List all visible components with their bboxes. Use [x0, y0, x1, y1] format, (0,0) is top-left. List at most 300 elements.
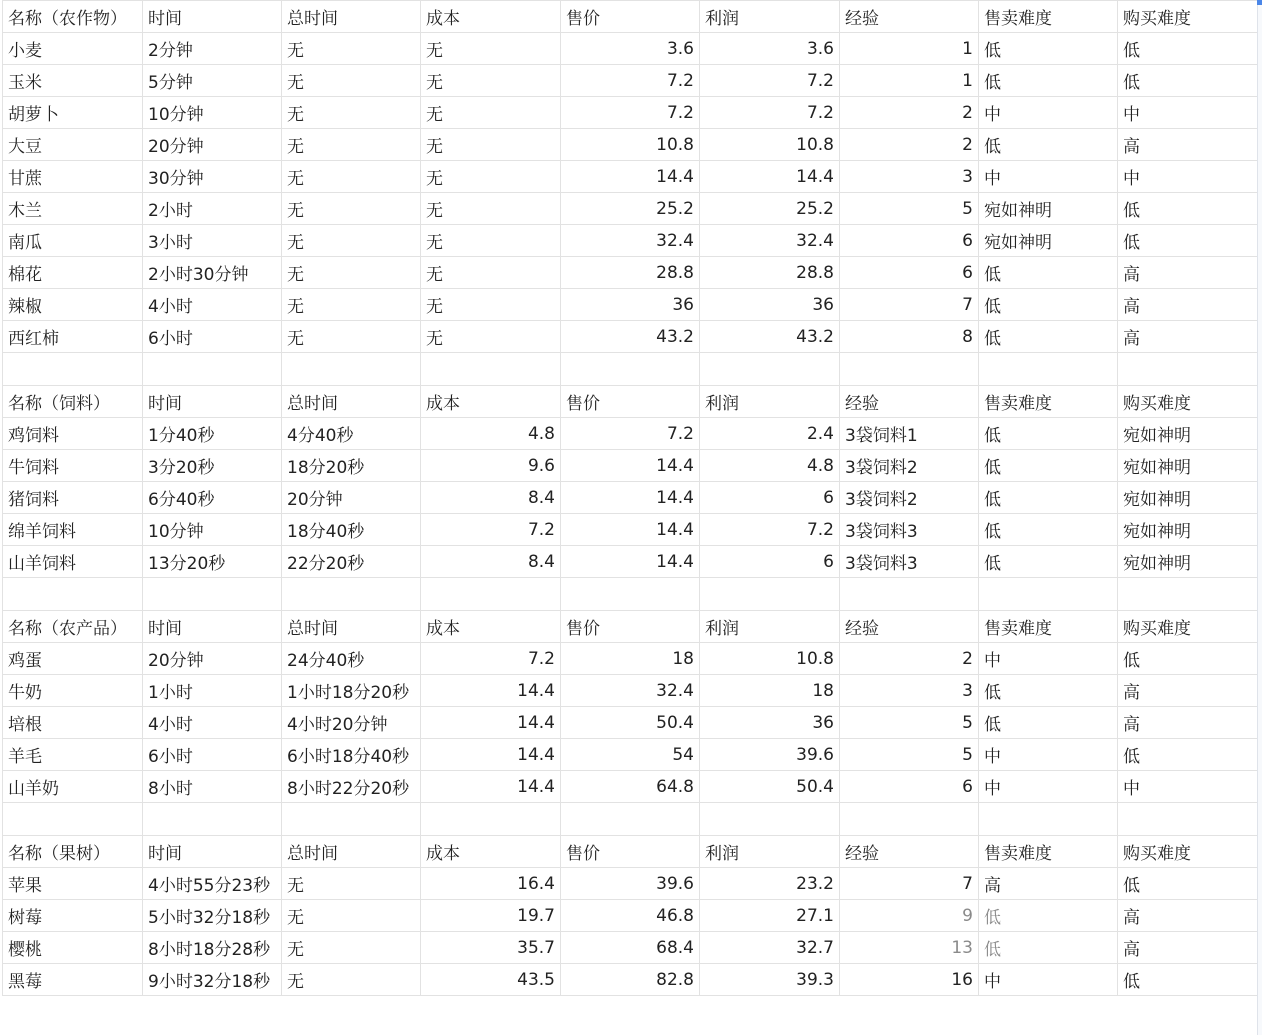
table-cell[interactable]: 50.4 — [561, 707, 700, 739]
table-cell[interactable]: 39.3 — [700, 964, 840, 996]
header-cell[interactable]: 售卖难度 — [979, 386, 1118, 418]
empty-cell[interactable] — [979, 353, 1118, 386]
header-cell[interactable]: 购买难度 — [1118, 386, 1258, 418]
table-cell[interactable]: 20分钟 — [143, 129, 282, 161]
table-cell[interactable]: 甘蔗 — [3, 161, 143, 193]
empty-cell[interactable] — [979, 803, 1118, 836]
empty-cell[interactable] — [282, 803, 421, 836]
empty-cell[interactable] — [3, 803, 143, 836]
table-cell[interactable]: 4分40秒 — [282, 418, 421, 450]
empty-cell[interactable] — [3, 353, 143, 386]
table-cell[interactable]: 6小时18分40秒 — [282, 739, 421, 771]
table-cell[interactable]: 3 — [840, 675, 979, 707]
table-cell[interactable]: 无 — [282, 65, 421, 97]
table-cell[interactable]: 3分20秒 — [143, 450, 282, 482]
empty-cell[interactable] — [840, 353, 979, 386]
table-cell[interactable]: 68.4 — [561, 932, 700, 964]
table-cell[interactable]: 无 — [282, 289, 421, 321]
table-cell[interactable]: 黑莓 — [3, 964, 143, 996]
table-cell[interactable]: 9.6 — [421, 450, 561, 482]
empty-cell[interactable] — [143, 353, 282, 386]
table-cell[interactable]: 低 — [979, 932, 1118, 964]
table-row — [3, 675, 1258, 707]
table-cell[interactable]: 4.8 — [700, 450, 840, 482]
table-cell[interactable]: 绵羊饲料 — [3, 514, 143, 546]
table-cell[interactable]: 宛如神明 — [1118, 482, 1258, 514]
header-cell[interactable]: 成本 — [421, 386, 561, 418]
table-row — [3, 707, 1258, 739]
empty-cell[interactable] — [1118, 353, 1258, 386]
empty-cell[interactable] — [700, 353, 840, 386]
table-row — [3, 482, 1258, 514]
table-cell[interactable]: 无 — [282, 193, 421, 225]
table-cell[interactable]: 中 — [979, 97, 1118, 129]
table-cell[interactable]: 24分40秒 — [282, 643, 421, 675]
table-cell[interactable]: 2分钟 — [143, 33, 282, 65]
empty-cell[interactable] — [282, 578, 421, 611]
table-cell[interactable]: 中 — [979, 643, 1118, 675]
table-cell[interactable]: 低 — [979, 707, 1118, 739]
table-cell[interactable]: 14.4 — [561, 161, 700, 193]
table-cell[interactable]: 27.1 — [700, 900, 840, 932]
table-cell[interactable]: 2 — [840, 643, 979, 675]
table-cell[interactable]: 14.4 — [421, 771, 561, 803]
table-cell[interactable]: 23.2 — [700, 868, 840, 900]
table-row — [3, 932, 1258, 964]
table-cell[interactable]: 无 — [421, 97, 561, 129]
table-cell[interactable]: 16.4 — [421, 868, 561, 900]
table-cell[interactable]: 16 — [840, 964, 979, 996]
table-cell[interactable]: 无 — [421, 257, 561, 289]
table-row — [3, 450, 1258, 482]
empty-cell[interactable] — [700, 578, 840, 611]
table-cell[interactable]: 7.2 — [421, 514, 561, 546]
header-cell[interactable]: 成本 — [421, 836, 561, 868]
table-cell[interactable]: 35.7 — [421, 932, 561, 964]
header-cell[interactable]: 经验 — [840, 611, 979, 643]
table-cell[interactable]: 32.4 — [561, 675, 700, 707]
table-row — [3, 225, 1258, 257]
table-cell[interactable]: 无 — [282, 900, 421, 932]
table-cell[interactable]: 羊毛 — [3, 739, 143, 771]
table-cell[interactable]: 2 — [840, 97, 979, 129]
header-cell[interactable]: 名称（农作物） — [3, 1, 143, 33]
empty-row — [3, 353, 1258, 386]
table-cell[interactable]: 32.7 — [700, 932, 840, 964]
table-cell[interactable]: 低 — [979, 482, 1118, 514]
table-cell[interactable]: 无 — [282, 161, 421, 193]
table-cell[interactable]: 无 — [282, 129, 421, 161]
table-cell[interactable]: 高 — [1118, 675, 1258, 707]
table-cell[interactable]: 64.8 — [561, 771, 700, 803]
table-cell[interactable]: 无 — [421, 161, 561, 193]
header-cell[interactable]: 时间 — [143, 611, 282, 643]
table-row — [3, 514, 1258, 546]
table-cell[interactable]: 低 — [979, 675, 1118, 707]
table-cell[interactable]: 山羊奶 — [3, 771, 143, 803]
table-cell[interactable]: 14.4 — [561, 514, 700, 546]
table-cell[interactable]: 32.4 — [700, 225, 840, 257]
table-cell[interactable]: 28.8 — [561, 257, 700, 289]
table-cell[interactable]: 43.2 — [561, 321, 700, 353]
header-cell[interactable]: 时间 — [143, 1, 282, 33]
table-cell[interactable]: 玉米 — [3, 65, 143, 97]
table-cell[interactable]: 高 — [1118, 257, 1258, 289]
table-cell[interactable]: 低 — [979, 65, 1118, 97]
header-cell[interactable]: 购买难度 — [1118, 1, 1258, 33]
table-cell[interactable]: 低 — [979, 450, 1118, 482]
table-cell[interactable]: 6 — [840, 225, 979, 257]
table-cell[interactable]: 14.4 — [561, 450, 700, 482]
table-cell[interactable]: 无 — [282, 868, 421, 900]
empty-cell[interactable] — [700, 803, 840, 836]
table-cell[interactable]: 低 — [979, 257, 1118, 289]
header-cell[interactable]: 利润 — [700, 836, 840, 868]
header-cell[interactable]: 售卖难度 — [979, 1, 1118, 33]
table-cell[interactable]: 4.8 — [421, 418, 561, 450]
table-cell[interactable]: 2小时30分钟 — [143, 257, 282, 289]
table-cell[interactable]: 3.6 — [561, 33, 700, 65]
table-row — [3, 643, 1258, 675]
table-cell[interactable]: 36 — [700, 289, 840, 321]
empty-cell[interactable] — [840, 803, 979, 836]
table-cell[interactable]: 宛如神明 — [979, 225, 1118, 257]
table-cell[interactable]: 无 — [421, 321, 561, 353]
table-cell[interactable]: 10分钟 — [143, 97, 282, 129]
table-cell[interactable]: 苹果 — [3, 868, 143, 900]
table-cell[interactable]: 19.7 — [421, 900, 561, 932]
table-cell[interactable]: 7.2 — [561, 65, 700, 97]
table-cell[interactable]: 1 — [840, 65, 979, 97]
header-cell[interactable]: 售卖难度 — [979, 836, 1118, 868]
table-cell[interactable]: 5小时32分18秒 — [143, 900, 282, 932]
table-cell[interactable]: 牛饲料 — [3, 450, 143, 482]
table-cell[interactable]: 32.4 — [561, 225, 700, 257]
table-cell[interactable]: 7.2 — [421, 643, 561, 675]
table-cell[interactable]: 4小时55分23秒 — [143, 868, 282, 900]
table-cell[interactable]: 4小时 — [143, 707, 282, 739]
table-cell[interactable]: 中 — [979, 161, 1118, 193]
empty-cell[interactable] — [1118, 578, 1258, 611]
table-cell[interactable]: 高 — [1118, 321, 1258, 353]
table-cell[interactable]: 2.4 — [700, 418, 840, 450]
table-cell[interactable]: 14.4 — [421, 675, 561, 707]
table-cell[interactable]: 低 — [1118, 193, 1258, 225]
table-cell[interactable]: 宛如神明 — [1118, 418, 1258, 450]
table-cell[interactable]: 鸡蛋 — [3, 643, 143, 675]
header-cell[interactable]: 售价 — [561, 1, 700, 33]
table-cell[interactable]: 樱桃 — [3, 932, 143, 964]
table-cell[interactable]: 1 — [840, 33, 979, 65]
table-cell[interactable]: 山羊饲料 — [3, 546, 143, 578]
section-header-row — [3, 386, 1258, 418]
empty-cell[interactable] — [282, 353, 421, 386]
header-cell[interactable]: 经验 — [840, 836, 979, 868]
section-header-row — [3, 611, 1258, 643]
table-row — [3, 900, 1258, 932]
header-cell[interactable]: 成本 — [421, 611, 561, 643]
table-cell[interactable]: 18分20秒 — [282, 450, 421, 482]
table-row — [3, 97, 1258, 129]
table-cell[interactable]: 6小时 — [143, 321, 282, 353]
table-cell[interactable]: 18 — [700, 675, 840, 707]
table-cell[interactable]: 3袋饲料1 — [840, 418, 979, 450]
table-cell[interactable]: 小麦 — [3, 33, 143, 65]
table-cell[interactable]: 6 — [840, 257, 979, 289]
table-cell[interactable]: 1分40秒 — [143, 418, 282, 450]
table-cell[interactable]: 22分20秒 — [282, 546, 421, 578]
table-cell[interactable]: 低 — [979, 33, 1118, 65]
table-cell[interactable]: 8 — [840, 321, 979, 353]
table-cell[interactable]: 无 — [421, 33, 561, 65]
table-cell[interactable]: 8小时22分20秒 — [282, 771, 421, 803]
table-cell[interactable]: 高 — [1118, 129, 1258, 161]
table-cell[interactable]: 13 — [840, 932, 979, 964]
table-cell[interactable]: 低 — [1118, 964, 1258, 996]
table-cell[interactable]: 大豆 — [3, 129, 143, 161]
table-cell[interactable]: 14.4 — [700, 161, 840, 193]
header-cell[interactable]: 成本 — [421, 1, 561, 33]
table-cell[interactable]: 宛如神明 — [979, 193, 1118, 225]
table-cell[interactable]: 低 — [979, 514, 1118, 546]
table-cell[interactable]: 20分钟 — [282, 482, 421, 514]
table-cell[interactable]: 无 — [282, 33, 421, 65]
header-cell[interactable]: 利润 — [700, 1, 840, 33]
table-cell[interactable]: 无 — [421, 289, 561, 321]
table-cell[interactable]: 辣椒 — [3, 289, 143, 321]
table-cell[interactable]: 43.2 — [700, 321, 840, 353]
table-cell[interactable]: 36 — [561, 289, 700, 321]
table-cell[interactable]: 高 — [1118, 707, 1258, 739]
table-cell[interactable]: 宛如神明 — [1118, 450, 1258, 482]
table-cell[interactable]: 无 — [282, 225, 421, 257]
table-cell[interactable]: 18 — [561, 643, 700, 675]
table-cell[interactable]: 50.4 — [700, 771, 840, 803]
header-cell[interactable]: 利润 — [700, 386, 840, 418]
table-cell[interactable]: 3.6 — [700, 33, 840, 65]
table-cell[interactable]: 8.4 — [421, 546, 561, 578]
table-cell[interactable]: 低 — [979, 321, 1118, 353]
table-cell[interactable]: 无 — [282, 97, 421, 129]
table-cell[interactable]: 中 — [1118, 97, 1258, 129]
table-cell[interactable]: 8小时 — [143, 771, 282, 803]
table-row — [3, 739, 1258, 771]
header-cell[interactable]: 总时间 — [282, 1, 421, 33]
table-row — [3, 771, 1258, 803]
table-cell[interactable]: 3袋饲料3 — [840, 546, 979, 578]
table-cell[interactable]: 低 — [1118, 868, 1258, 900]
table-cell[interactable]: 14.4 — [421, 739, 561, 771]
table-cell[interactable]: 无 — [421, 129, 561, 161]
table-cell[interactable]: 10.8 — [700, 643, 840, 675]
table-cell[interactable]: 胡萝卜 — [3, 97, 143, 129]
header-cell[interactable]: 购买难度 — [1118, 611, 1258, 643]
table-cell[interactable]: 10.8 — [700, 129, 840, 161]
table-cell[interactable]: 猪饲料 — [3, 482, 143, 514]
table-cell[interactable]: 树莓 — [3, 900, 143, 932]
table-cell[interactable]: 无 — [421, 193, 561, 225]
table-cell[interactable]: 7.2 — [561, 97, 700, 129]
table-cell[interactable]: 4小时20分钟 — [282, 707, 421, 739]
table-cell[interactable]: 7.2 — [700, 514, 840, 546]
header-cell[interactable]: 利润 — [700, 611, 840, 643]
table-cell[interactable]: 3小时 — [143, 225, 282, 257]
empty-cell[interactable] — [561, 578, 700, 611]
table-cell[interactable]: 25.2 — [561, 193, 700, 225]
table-cell[interactable]: 6分40秒 — [143, 482, 282, 514]
table-cell[interactable]: 牛奶 — [3, 675, 143, 707]
header-cell[interactable]: 售价 — [561, 386, 700, 418]
table-cell[interactable]: 中 — [1118, 771, 1258, 803]
table-cell[interactable]: 9 — [840, 900, 979, 932]
table-cell[interactable]: 13分20秒 — [143, 546, 282, 578]
table-cell[interactable]: 低 — [979, 289, 1118, 321]
table-cell[interactable]: 宛如神明 — [1118, 514, 1258, 546]
table-cell[interactable]: 6 — [700, 546, 840, 578]
table-cell[interactable]: 8小时18分28秒 — [143, 932, 282, 964]
table-row — [3, 321, 1258, 353]
table-cell[interactable]: 82.8 — [561, 964, 700, 996]
table-cell[interactable]: 36 — [700, 707, 840, 739]
header-cell[interactable]: 时间 — [143, 836, 282, 868]
table-cell[interactable]: 中 — [979, 771, 1118, 803]
table-cell[interactable]: 5 — [840, 193, 979, 225]
data-table — [2, 0, 1258, 996]
table-cell[interactable]: 6小时 — [143, 739, 282, 771]
table-cell[interactable]: 10分钟 — [143, 514, 282, 546]
table-cell[interactable]: 棉花 — [3, 257, 143, 289]
table-cell[interactable]: 7 — [840, 868, 979, 900]
table-cell[interactable]: 鸡饲料 — [3, 418, 143, 450]
table-cell[interactable]: 3 — [840, 161, 979, 193]
table-cell[interactable]: 木兰 — [3, 193, 143, 225]
table-cell[interactable]: 39.6 — [700, 739, 840, 771]
table-cell[interactable]: 43.5 — [421, 964, 561, 996]
empty-cell[interactable] — [421, 353, 561, 386]
table-cell[interactable]: 25.2 — [700, 193, 840, 225]
header-cell[interactable]: 售价 — [561, 836, 700, 868]
header-cell[interactable]: 总时间 — [282, 611, 421, 643]
table-cell[interactable]: 5分钟 — [143, 65, 282, 97]
table-cell[interactable]: 低 — [979, 129, 1118, 161]
table-cell[interactable]: 无 — [282, 932, 421, 964]
empty-cell[interactable] — [979, 578, 1118, 611]
table-cell[interactable]: 低 — [1118, 225, 1258, 257]
table-cell[interactable]: 39.6 — [561, 868, 700, 900]
table-cell[interactable]: 中 — [1118, 161, 1258, 193]
header-cell[interactable]: 购买难度 — [1118, 836, 1258, 868]
table-cell[interactable]: 无 — [282, 964, 421, 996]
table-cell[interactable]: 宛如神明 — [1118, 546, 1258, 578]
empty-cell[interactable] — [421, 803, 561, 836]
table-cell[interactable]: 28.8 — [700, 257, 840, 289]
table-cell[interactable]: 14.4 — [561, 546, 700, 578]
empty-cell[interactable] — [143, 578, 282, 611]
table-row — [3, 289, 1258, 321]
table-cell[interactable]: 1小时 — [143, 675, 282, 707]
table-cell[interactable]: 54 — [561, 739, 700, 771]
header-cell[interactable]: 售卖难度 — [979, 611, 1118, 643]
header-cell[interactable]: 总时间 — [282, 836, 421, 868]
header-cell[interactable]: 名称（果树） — [3, 836, 143, 868]
table-cell[interactable]: 7.2 — [700, 97, 840, 129]
empty-cell[interactable] — [421, 578, 561, 611]
empty-cell[interactable] — [561, 353, 700, 386]
table-cell[interactable]: 6 — [700, 482, 840, 514]
table-cell[interactable]: 20分钟 — [143, 643, 282, 675]
table-cell[interactable]: 低 — [1118, 65, 1258, 97]
table-cell[interactable]: 7.2 — [700, 65, 840, 97]
header-cell[interactable]: 售价 — [561, 611, 700, 643]
table-cell[interactable]: 14.4 — [561, 482, 700, 514]
table-cell[interactable]: 无 — [282, 257, 421, 289]
table-cell[interactable]: 10.8 — [561, 129, 700, 161]
empty-row — [3, 578, 1258, 611]
table-cell[interactable]: 4小时 — [143, 289, 282, 321]
table-cell[interactable]: 3袋饲料2 — [840, 482, 979, 514]
header-cell[interactable]: 总时间 — [282, 386, 421, 418]
table-cell[interactable]: 中 — [979, 964, 1118, 996]
table-cell[interactable]: 30分钟 — [143, 161, 282, 193]
table-cell[interactable]: 西红柿 — [3, 321, 143, 353]
table-cell[interactable]: 低 — [979, 900, 1118, 932]
table-cell[interactable]: 无 — [421, 65, 561, 97]
table-cell[interactable]: 9小时32分18秒 — [143, 964, 282, 996]
table-cell[interactable]: 3袋饲料3 — [840, 514, 979, 546]
table-cell[interactable]: 7 — [840, 289, 979, 321]
header-cell[interactable]: 名称（农产品） — [3, 611, 143, 643]
table-cell[interactable]: 18分40秒 — [282, 514, 421, 546]
table-cell[interactable]: 低 — [1118, 643, 1258, 675]
table-cell[interactable]: 7.2 — [561, 418, 700, 450]
table-cell[interactable]: 南瓜 — [3, 225, 143, 257]
empty-cell[interactable] — [143, 803, 282, 836]
table-cell[interactable]: 1小时18分20秒 — [282, 675, 421, 707]
empty-cell[interactable] — [840, 578, 979, 611]
header-cell[interactable]: 经验 — [840, 386, 979, 418]
table-cell[interactable]: 低 — [979, 418, 1118, 450]
table-cell[interactable]: 中 — [979, 739, 1118, 771]
empty-cell[interactable] — [3, 578, 143, 611]
table-cell[interactable]: 高 — [1118, 900, 1258, 932]
header-cell[interactable]: 经验 — [840, 1, 979, 33]
table-row — [3, 33, 1258, 65]
table-cell[interactable]: 低 — [979, 546, 1118, 578]
table-cell[interactable]: 无 — [282, 321, 421, 353]
table-cell[interactable]: 高 — [1118, 289, 1258, 321]
header-cell[interactable]: 名称（饲料） — [3, 386, 143, 418]
table-cell[interactable]: 46.8 — [561, 900, 700, 932]
table-cell[interactable]: 2 — [840, 129, 979, 161]
empty-cell[interactable] — [1118, 803, 1258, 836]
table-cell[interactable]: 高 — [979, 868, 1118, 900]
table-cell[interactable]: 14.4 — [421, 707, 561, 739]
table-cell[interactable]: 2小时 — [143, 193, 282, 225]
empty-cell[interactable] — [561, 803, 700, 836]
table-cell[interactable]: 3袋饲料2 — [840, 450, 979, 482]
header-cell[interactable]: 时间 — [143, 386, 282, 418]
table-cell[interactable]: 6 — [840, 771, 979, 803]
table-cell[interactable]: 无 — [421, 225, 561, 257]
scrollbar-edge[interactable] — [1257, 0, 1262, 1035]
table-cell[interactable]: 高 — [1118, 932, 1258, 964]
table-cell[interactable]: 5 — [840, 739, 979, 771]
table-cell[interactable]: 低 — [1118, 33, 1258, 65]
table-cell[interactable]: 低 — [1118, 739, 1258, 771]
table-cell[interactable]: 培根 — [3, 707, 143, 739]
table-cell[interactable]: 8.4 — [421, 482, 561, 514]
table-cell[interactable]: 5 — [840, 707, 979, 739]
